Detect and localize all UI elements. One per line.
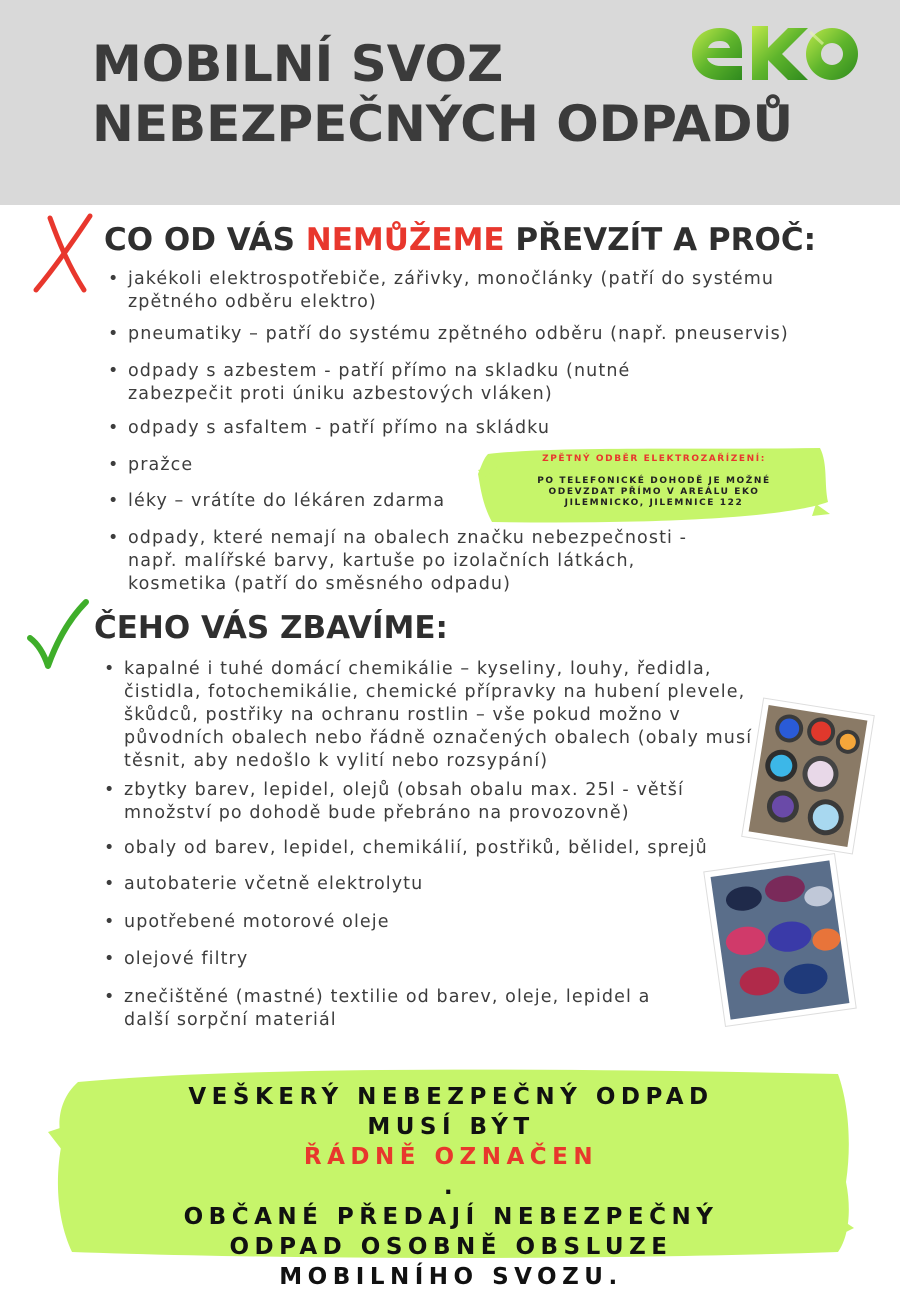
list-item-line: • pneumatiky – patří do systému zpětného odběru (např. pneuservis) bbox=[128, 324, 789, 344]
list-item-line: • zbytky barev, lepidel, olejů (obsah obalu max. 25l - větší bbox=[124, 780, 684, 800]
title-line-1: MOBILNÍ SVOZ bbox=[92, 35, 504, 93]
list-item-line: další sorpční materiál bbox=[124, 1010, 337, 1030]
callout-title: ZPĚTNÝ ODBĚR ELEKTROZAŘÍZENÍ: bbox=[542, 454, 766, 464]
callout-text bbox=[478, 454, 830, 509]
list-item bbox=[102, 658, 752, 773]
list-item-line: kosmetika (patří do směsného odpadu) bbox=[128, 574, 512, 594]
list-item-line: • autobaterie včetně elektrolytu bbox=[124, 874, 424, 894]
cross-icon bbox=[28, 210, 98, 296]
banner-line: ODPAD OSOBNĚ OBSLUZE bbox=[229, 1234, 673, 1260]
cannot-heading-pre: CO OD VÁS bbox=[104, 222, 306, 258]
list-item bbox=[106, 490, 445, 513]
list-item bbox=[106, 417, 550, 440]
callout-line: ODEVZDAT PŘÍMO V AREÁLU EKO bbox=[548, 487, 760, 497]
list-item bbox=[102, 837, 708, 860]
list-item bbox=[106, 454, 193, 477]
cannot-heading-post: PŘEVZÍT A PROČ: bbox=[504, 222, 816, 258]
list-item-line: • jakékoli elektrospotřebiče, zářivky, monočlánky (patří do systému bbox=[128, 269, 775, 289]
list-item bbox=[102, 779, 684, 825]
cannot-heading-accent: NEMŮŽEME bbox=[305, 222, 505, 258]
banner-text bbox=[48, 1082, 854, 1292]
eko-logo bbox=[690, 22, 860, 84]
banner-line2-pre: MUSÍ BÝT bbox=[367, 1114, 535, 1140]
list-item-line: množství po dohodě bude přebráno na provozovně) bbox=[124, 803, 630, 823]
list-item bbox=[106, 323, 789, 346]
banner-line bbox=[48, 1112, 854, 1202]
list-item-line: zpětného odběru elektro) bbox=[128, 292, 377, 312]
spray-cans-photo bbox=[700, 850, 860, 1030]
list-item-line: • léky – vrátíte do lékáren zdarma bbox=[128, 491, 446, 511]
banner-line: MOBILNÍHO SVOZU. bbox=[279, 1264, 623, 1290]
accepted-heading: ČEHO VÁS ZBAVÍME: bbox=[94, 610, 448, 646]
page-title bbox=[92, 34, 793, 154]
list-item bbox=[106, 268, 774, 314]
cannot-heading bbox=[104, 222, 816, 258]
paint-cans-photo bbox=[738, 696, 878, 856]
list-item-line: • upotřebené motorové oleje bbox=[124, 912, 390, 932]
list-item bbox=[102, 873, 423, 896]
list-item-line: • kapalné i tuhé domácí chemikálie – kyseliny, louhy, ředidla, bbox=[124, 659, 712, 679]
list-item-line: čistidla, fotochemikálie, chemické přípravky na hubení plevele, bbox=[124, 682, 746, 702]
accepted-list bbox=[102, 658, 762, 1038]
callout-line: PO TELEFONICKÉ DOHODĚ JE MOŽNÉ bbox=[537, 476, 771, 486]
list-item-line: • pražce bbox=[128, 455, 194, 475]
list-item-line: • odpady, které nemají na obalech značku nebezpečnosti - bbox=[128, 528, 688, 548]
list-item bbox=[106, 527, 687, 596]
list-item-line: škůdců, postřiky na ochranu rostlin – vše pokud možno v bbox=[124, 705, 681, 725]
banner-line2-accent: ŘÁDNĚ OZNAČEN bbox=[303, 1144, 599, 1170]
cannot-list bbox=[106, 268, 866, 598]
list-item-line: těsnit, aby nedošlo k vylití nebo rozsypání) bbox=[124, 751, 549, 771]
list-item-line: • olejové filtry bbox=[124, 949, 249, 969]
check-icon bbox=[26, 598, 90, 670]
callout-line: JILEMNICKO, JILEMNICE 122 bbox=[564, 498, 744, 508]
list-item-line: • odpady s azbestem - patří přímo na skladku (nutné bbox=[128, 361, 631, 381]
list-item bbox=[106, 360, 630, 406]
list-item-line: zabezpečit proti úniku azbestových vláken) bbox=[128, 384, 553, 404]
title-line-2: NEBEZPEČNÝCH ODPADŮ bbox=[92, 95, 794, 153]
banner-line: VEŠKERÝ NEBEZPEČNÝ ODPAD bbox=[188, 1084, 714, 1110]
list-item-line: původních obalech nebo řádně označených obalech (obaly musí bbox=[124, 728, 753, 748]
list-item-line: • obaly od barev, lepidel, chemikálií, postřiků, bělidel, sprejů bbox=[124, 838, 708, 858]
list-item bbox=[102, 948, 248, 971]
banner-line: OBČANÉ PŘEDAJÍ NEBEZPEČNÝ bbox=[183, 1204, 719, 1230]
list-item bbox=[102, 911, 390, 934]
list-item-line: • znečištěné (mastné) textilie od barev, oleje, lepidel a bbox=[124, 987, 651, 1007]
list-item-line: např. malířské barvy, kartuše po izolačních látkách, bbox=[128, 551, 636, 571]
list-item bbox=[102, 986, 650, 1032]
banner-line2-post: . bbox=[443, 1174, 459, 1200]
list-item-line: • odpady s asfaltem - patří přímo na skládku bbox=[128, 418, 551, 438]
